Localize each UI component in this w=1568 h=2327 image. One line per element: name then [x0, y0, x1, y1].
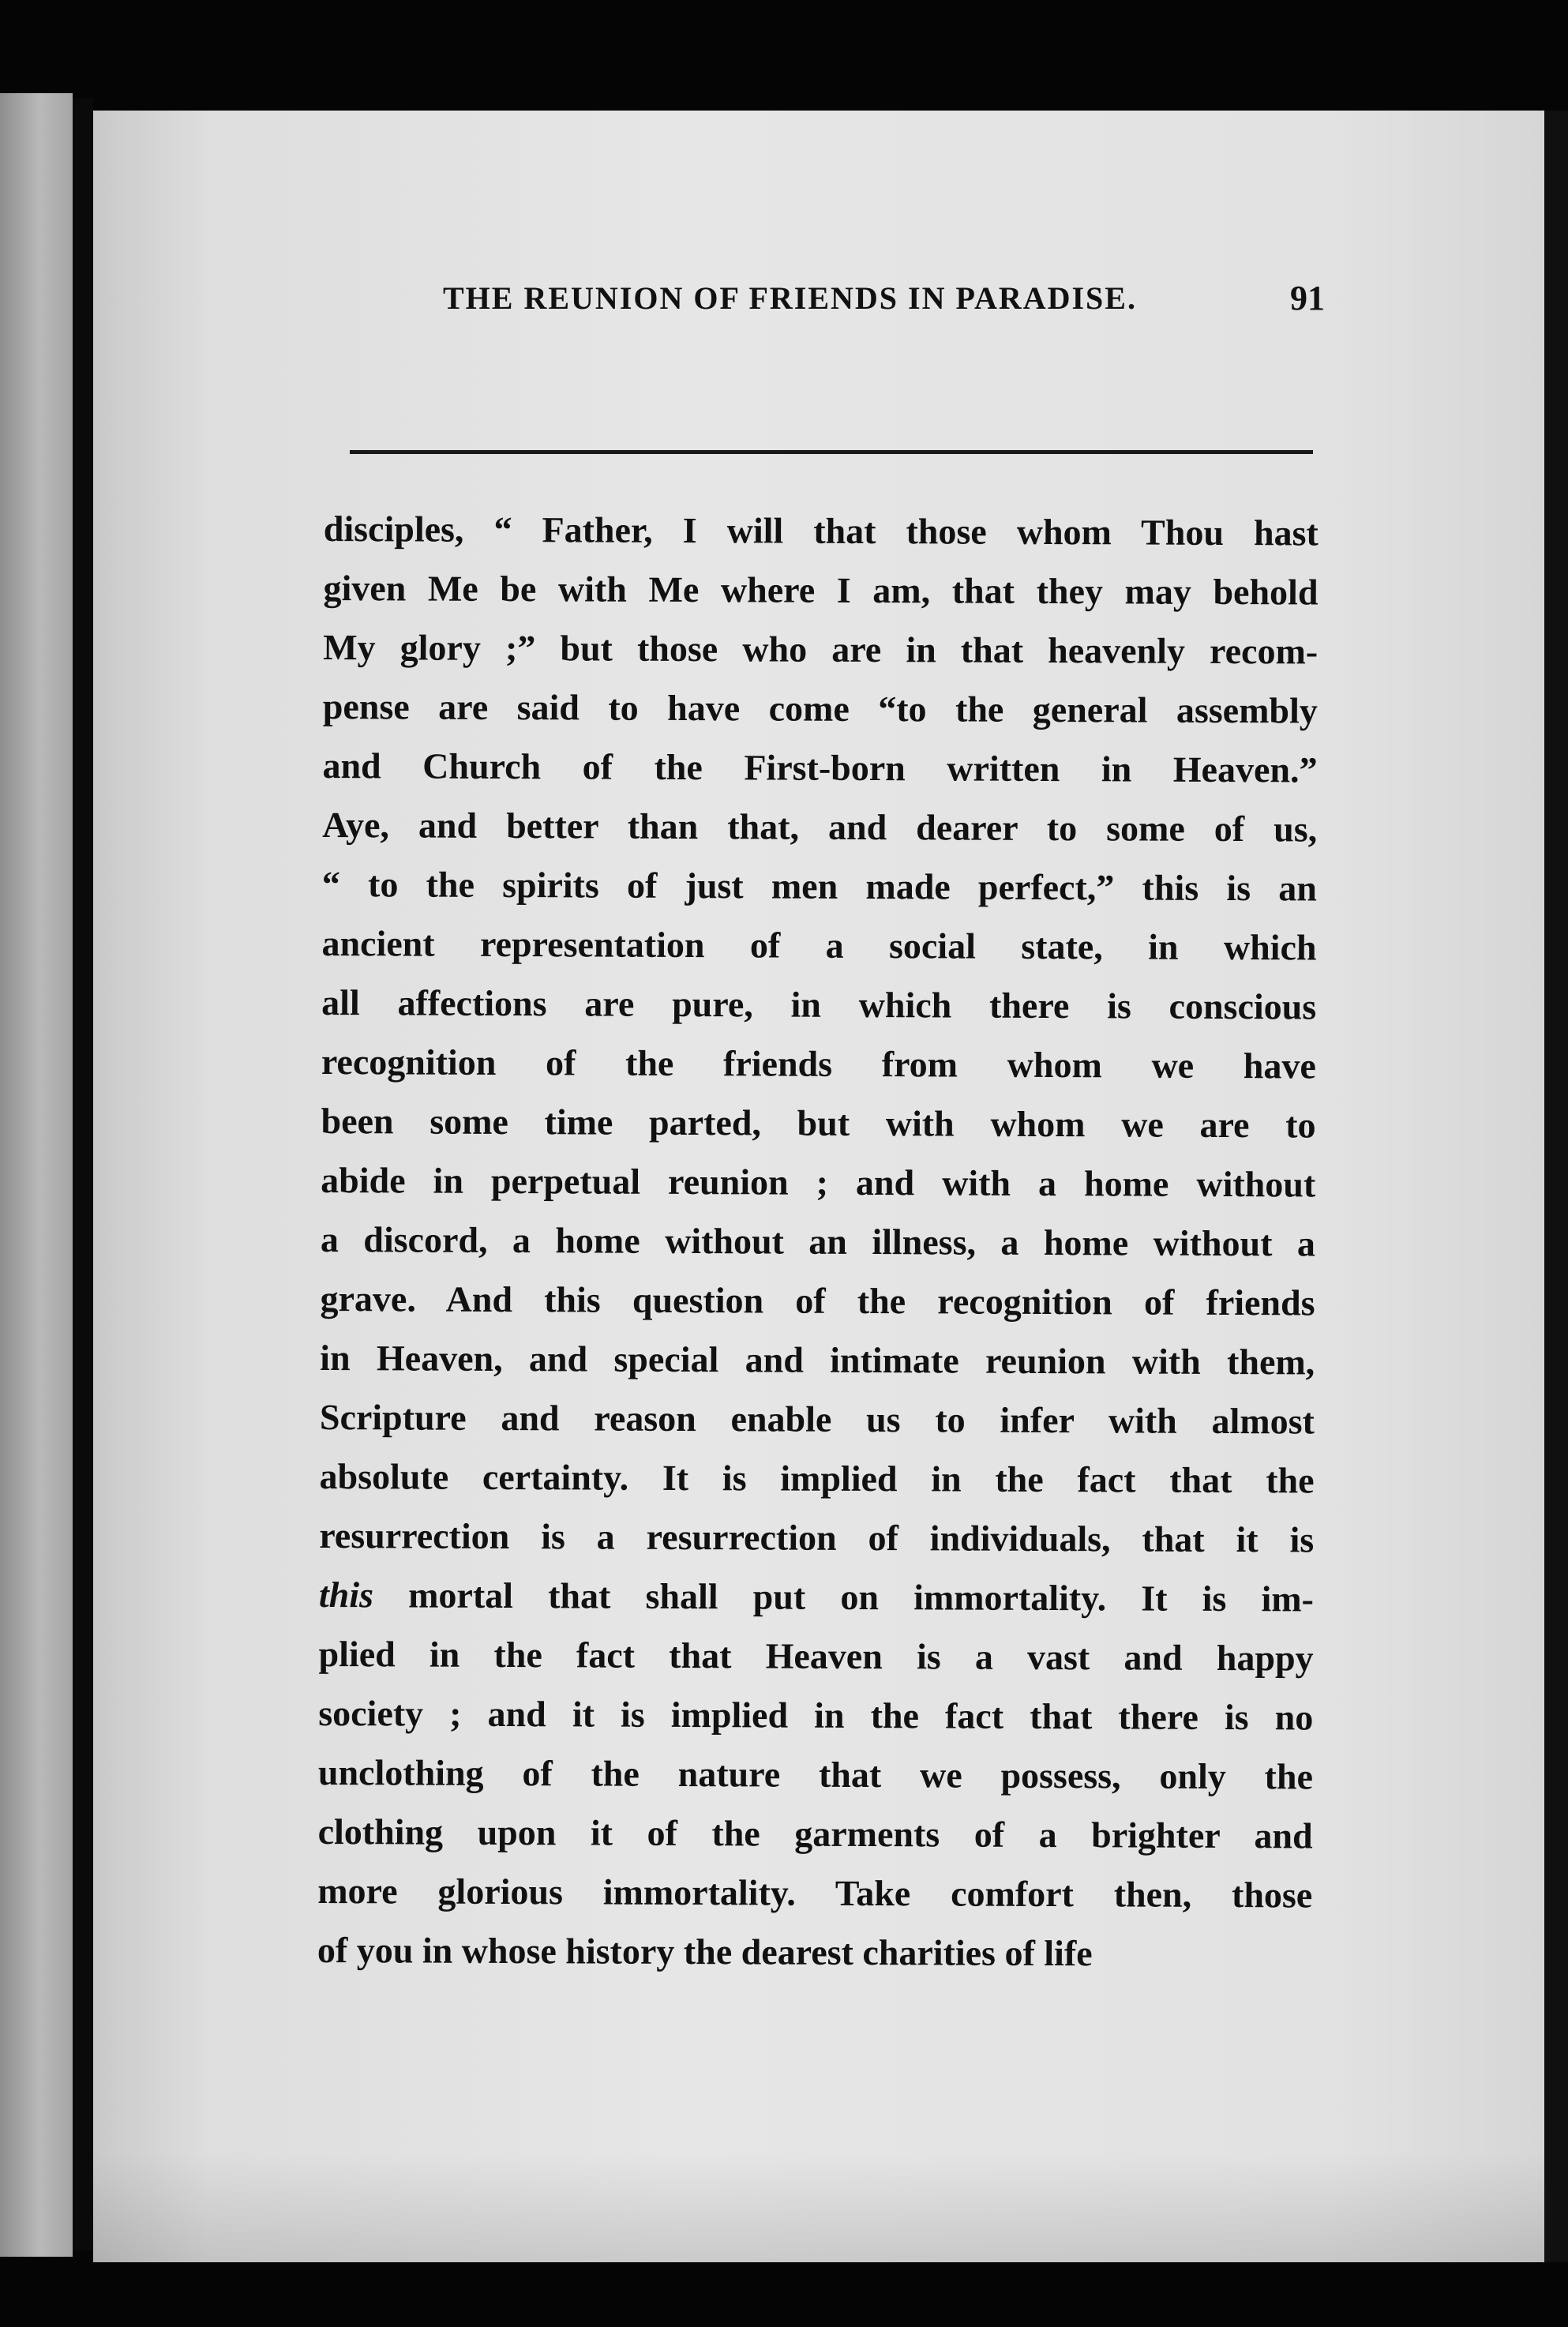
text-line: pense are said to have come “to the general assembly	[322, 685, 1318, 731]
text-line-with-italic	[319, 1565, 1314, 1628]
text-line: resurrection is a resurrection of individuals, that it is	[319, 1514, 1315, 1560]
text-line: “ to the spirits of just men made perfect,” this is an	[321, 863, 1317, 909]
text-line: absolute certainty. It is implied in the fact that the	[319, 1455, 1315, 1501]
text-line: plied in the fact that Heaven is a vast and happy	[318, 1633, 1314, 1679]
text-line: ancient representation of a social state, in which	[321, 922, 1317, 968]
page-number: 91	[1290, 279, 1325, 317]
page-header	[350, 261, 1325, 336]
running-title: THE REUNION OF FRIENDS IN PARADISE.	[443, 280, 1137, 316]
text-line: Aye, and better than that, and dearer to some of us,	[322, 804, 1318, 850]
text-line: in Heaven, and special and intimate reunion with them,	[320, 1337, 1315, 1383]
text-line: unclothing of the nature that we possess, only the	[317, 1751, 1314, 1797]
page-body-text	[317, 499, 1319, 1984]
text-line: Scripture and reason enable us to infer with almost	[319, 1396, 1315, 1442]
text-line: a discord, a home without an illness, a home without a	[320, 1218, 1316, 1264]
page-right-shadow	[1544, 111, 1568, 2262]
text-line: been some time parted, but with whom we are to	[321, 1100, 1316, 1146]
text-line: disciples, “ Father, I will that those whom Thou hast	[323, 508, 1319, 554]
text-line: society ; and it is implied in the fact that there is no	[318, 1692, 1314, 1738]
italic-word: this	[318, 1574, 374, 1616]
scan-bottom-border	[0, 2262, 1568, 2327]
text-line: of you in whose history the dearest charities of life	[317, 1929, 1093, 1974]
text-line: My glory ;” but those who are in that heavenly recom-	[323, 626, 1319, 672]
text-line: all affections are pure, in which there is conscious	[321, 981, 1317, 1027]
facing-page-edge	[0, 93, 73, 2257]
book-spine-shadow	[73, 99, 93, 2250]
text-line: given Me be with Me where I am, that they may behold	[323, 567, 1319, 613]
text-line: clothing upon it of the garments of a brighter and	[317, 1811, 1313, 1856]
text-line: recognition of the friends from whom we have	[321, 1041, 1316, 1087]
text-line-rest: mortal that shall put on immortality. It is im-	[408, 1574, 1315, 1620]
text-line: more glorious immortality. Take comfort then, those	[317, 1870, 1313, 1916]
text-line: abide in perpetual reunion ; and with a home without	[321, 1159, 1316, 1205]
header-rule	[350, 450, 1313, 454]
text-line: and Church of the First-born written in Heaven.”	[322, 745, 1318, 790]
text-line: grave. And this question of the recognition of friends	[320, 1278, 1315, 1323]
